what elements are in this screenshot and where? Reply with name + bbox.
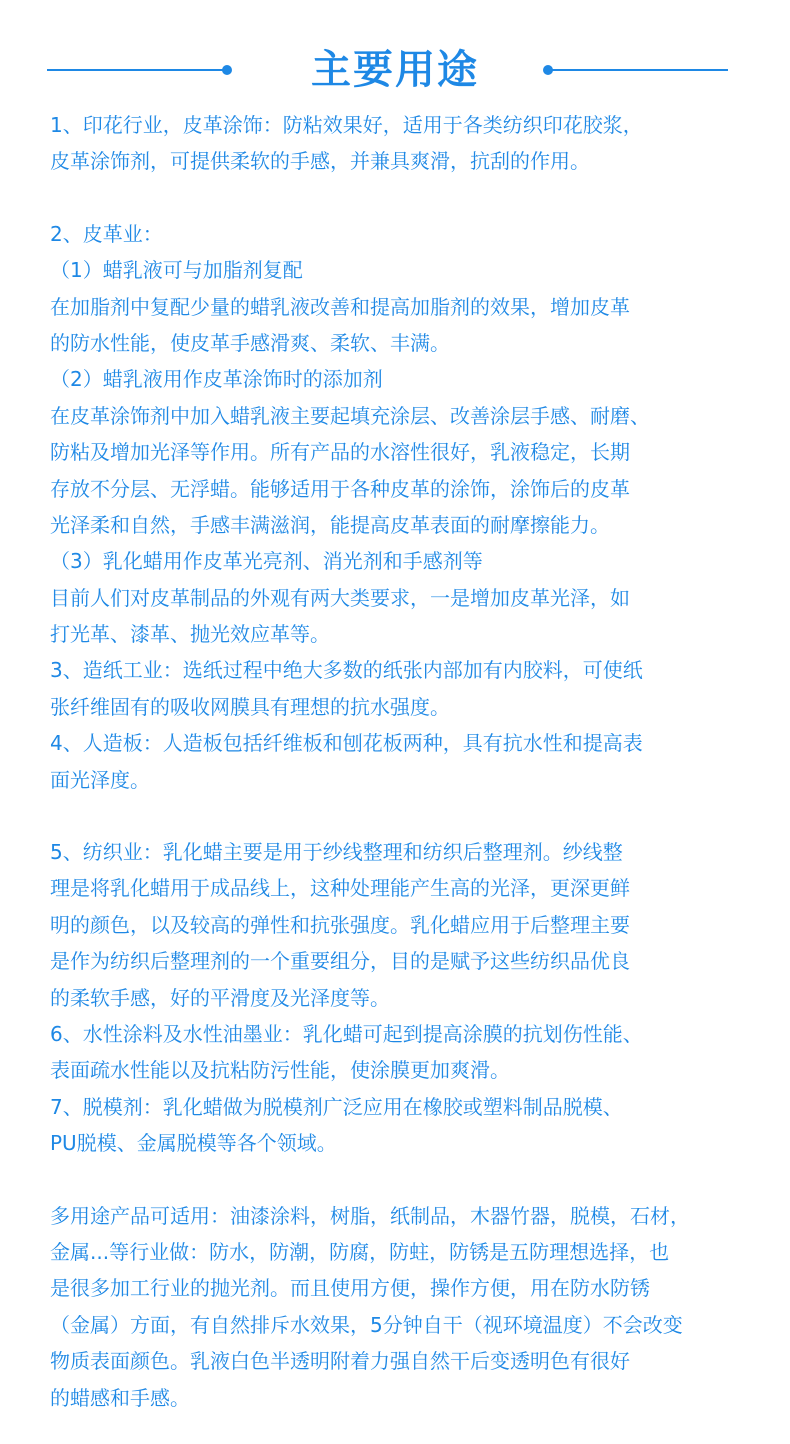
section-heading: 2、皮革业：	[50, 221, 163, 246]
text-line: （金属）方面，有自然排斥水效果，5分钟自干（视环境温度）不会改变	[50, 1312, 683, 1337]
text-line: 张纤维固有的吸收网膜具有理想的抗水强度。	[50, 694, 450, 719]
text-line: 6、水性涂料及水性油墨业：乳化蜡可起到提高涂膜的抗划伤性能、	[50, 1021, 643, 1046]
section-release-agent	[50, 1089, 750, 1162]
text-line: 金属...等行业做：防水，防潮，防腐，防蛀，防锈是五防理想选择，也	[50, 1239, 670, 1264]
section-waterborne-coatings	[50, 1016, 750, 1089]
text-line: 打光革、漆革、抛光效应革等。	[50, 622, 330, 647]
subsection-title: （1）蜡乳液可与加脂剂复配	[50, 258, 303, 283]
text-line: 表面疏水性能以及抗粘防污性能，使涂膜更加爽滑。	[50, 1058, 510, 1083]
text-line: 皮革涂饰剂，可提供柔软的手感，并兼具爽滑，抗刮的作用。	[50, 149, 590, 174]
text-line: 在加脂剂中复配少量的蜡乳液改善和提高加脂剂的效果，增加皮革	[50, 294, 630, 319]
text-line: 光泽柔和自然，手感丰满滋润，能提高皮革表面的耐摩擦能力。	[50, 512, 610, 537]
page-title: 主要用途	[311, 47, 479, 93]
text-line: 是很多加工行业的抛光剂。而且使用方便，操作方便，用在防水防锈	[50, 1276, 650, 1301]
text-line: 在皮革涂饰剂中加入蜡乳液主要起填充涂层、改善涂层手感、耐磨、	[50, 403, 650, 428]
subsection-title: （2）蜡乳液用作皮革涂饰时的添加剂	[50, 367, 383, 392]
text-line: 多用途产品可适用：油漆涂料，树脂，纸制品，木器竹器，脱模，石材，	[50, 1203, 690, 1228]
text-line: 3、造纸工业：选纸过程中绝大多数的纸张内部加有内胶料，可使纸	[50, 658, 643, 683]
text-line: 的柔软手感，好的平滑度及光泽度等。	[50, 985, 390, 1010]
usage-content	[50, 107, 750, 1416]
text-line: 理是将乳化蜡用于成品线上，这种处理能产生高的光泽，更深更鲜	[50, 876, 630, 901]
section-textile	[50, 834, 750, 1016]
text-line: 存放不分层、无浮蜡。能够适用于各种皮革的涂饰，涂饰后的皮革	[50, 476, 630, 501]
text-line: 是作为纺织后整理剂的一个重要组分，目的是赋予这些纺织品优良	[50, 949, 630, 974]
text-line: 面光泽度。	[50, 767, 150, 792]
section-summary	[50, 1198, 750, 1416]
text-line: 明的颜色，以及较高的弹性和抗张强度。乳化蜡应用于后整理主要	[50, 912, 630, 937]
text-line: PU脱模、金属脱模等各个领域。	[50, 1131, 337, 1156]
section-wood-board	[50, 725, 750, 798]
section-leather	[50, 216, 750, 653]
section-papermaking	[50, 652, 750, 725]
text-line: 防粘及增加光泽等作用。所有产品的水溶性很好，乳液稳定，长期	[50, 440, 630, 465]
text-line: 4、人造板：人造板包括纤维板和刨花板两种，具有抗水性和提高表	[50, 731, 643, 756]
section-header	[0, 40, 790, 100]
text-line: 目前人们对皮革制品的外观有两大类要求，一是增加皮革光泽，如	[50, 585, 630, 610]
text-line: 1、印花行业，皮革涂饰：防粘效果好，适用于各类纺织印花胶浆，	[50, 113, 643, 137]
text-line: 物质表面颜色。乳液白色半透明附着力强自然干后变透明色有很好	[50, 1349, 630, 1374]
header-divider-right	[548, 69, 728, 71]
text-line: 7、脱模剂：乳化蜡做为脱模剂广泛应用在橡胶或塑料制品脱模、	[50, 1094, 623, 1119]
subsection-title: （3）乳化蜡用作皮革光亮剂、消光剂和手感剂等	[50, 549, 483, 574]
section-printing	[50, 107, 750, 180]
text-line: 的蜡感和手感。	[50, 1385, 190, 1410]
text-line: 的防水性能，使皮革手感滑爽、柔软、丰满。	[50, 330, 450, 355]
text-line: 5、纺织业：乳化蜡主要是用于纱线整理和纺织后整理剂。纱线整	[50, 840, 623, 865]
